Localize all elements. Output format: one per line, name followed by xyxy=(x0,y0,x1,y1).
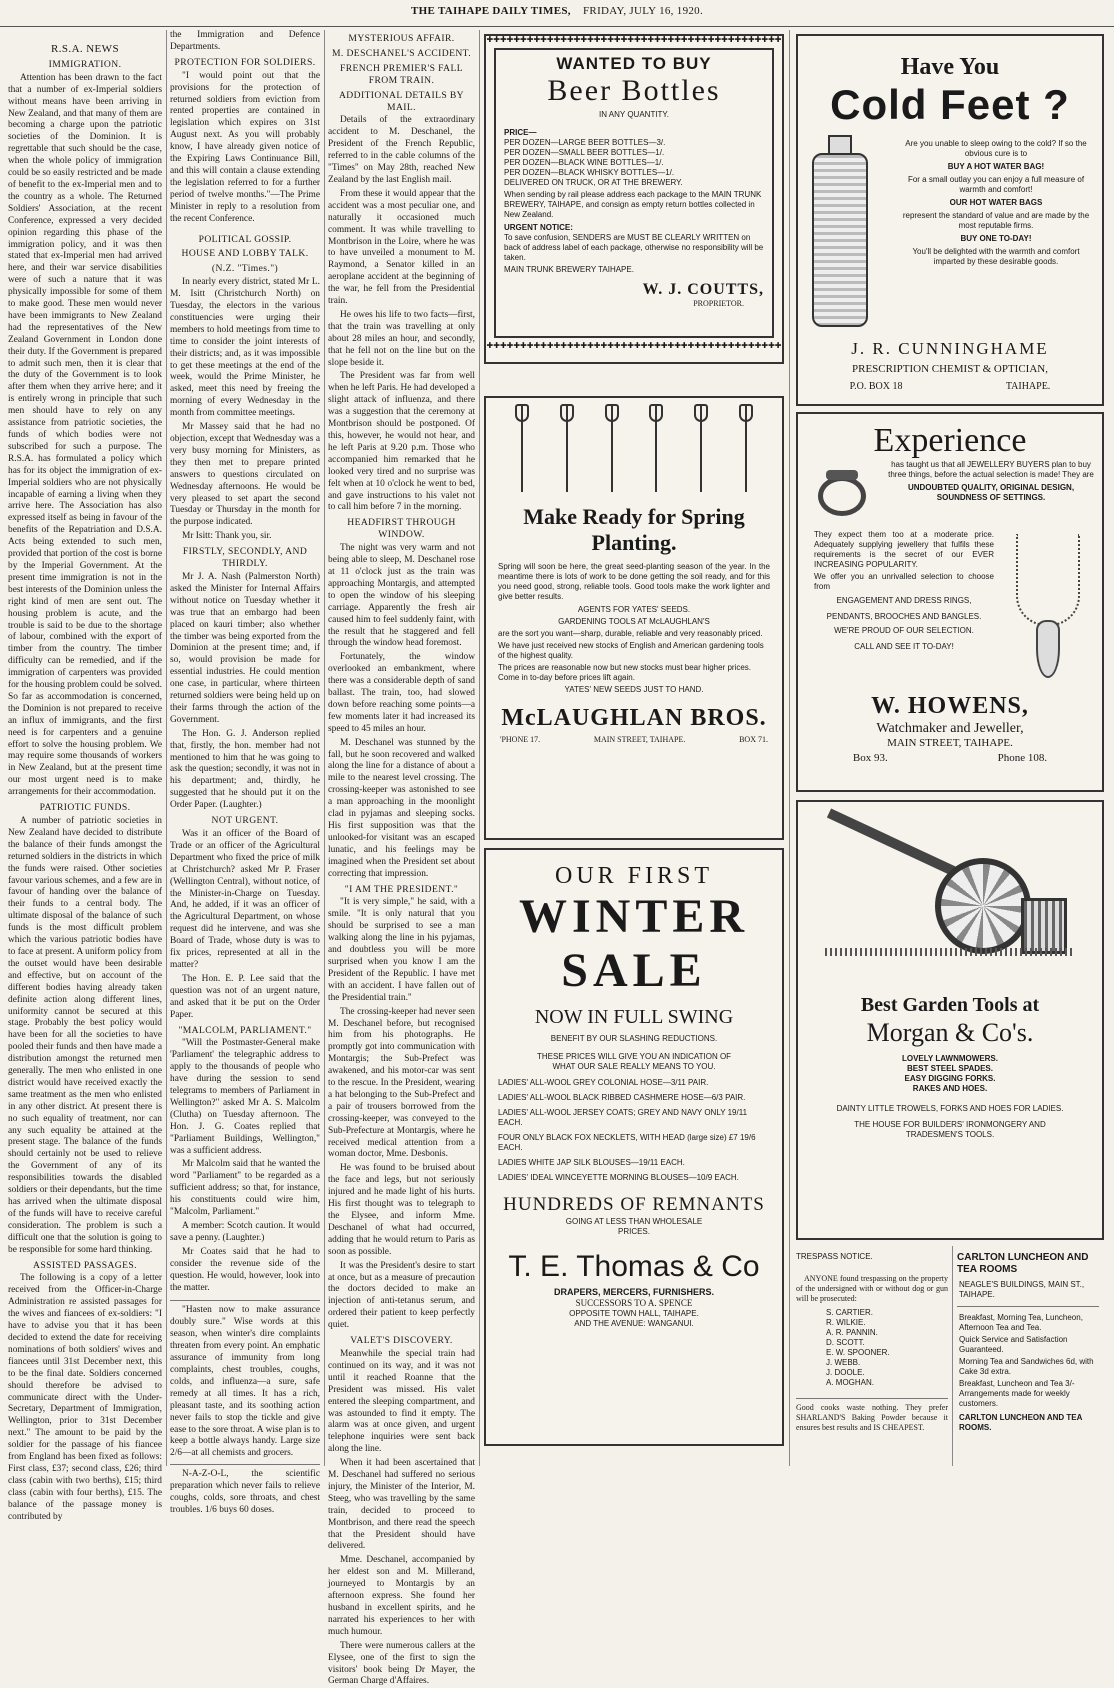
our-first-heading: OUR FIRST xyxy=(554,863,714,889)
lawnmower-illustration xyxy=(825,808,1075,958)
signatory: A. R. PANNIN. xyxy=(826,1328,878,1337)
signatory: J. DOOLE. xyxy=(826,1368,865,1377)
article-paragraph: Fortunately, the window overlooked an embankment, where there was a considerable depth of sand ballast. The train, too, had slowed down before reaching some points—a few moments later it had increased its speed to 45 miles an hour. xyxy=(328,652,475,734)
successors-line: SUCCESSORS TO A. SPENCE xyxy=(575,1298,693,1308)
carlton-address: NEAGLE'S BUILDINGS, MAIN ST., TAIHAPE. xyxy=(959,1280,1085,1299)
sale-item: LADIES' ALL-WOOL GREY COLONIAL HOSE—3/11 PAIR. xyxy=(498,1078,709,1087)
urgent-note: To save confusion, SENDERS are MUST BE CLEARLY WRITTEN on back of address label of each package, otherwise no responsibility will be taken. xyxy=(504,233,764,262)
box-number: BOX 71. xyxy=(739,735,768,744)
best-tools-heading: Best Garden Tools at xyxy=(860,994,1040,1016)
article-heading: PROTECTION FOR SOLDIERS. xyxy=(174,56,316,68)
signatory: D. SCOTT. xyxy=(826,1338,865,1347)
article-heading: HOUSE AND LOBBY TALK. xyxy=(181,248,309,260)
reductions-line: BENEFIT BY OUR SLASHING REDUCTIONS. xyxy=(550,1034,718,1043)
experience-jeweller-advert xyxy=(796,412,1104,792)
ring-illustration xyxy=(798,460,888,530)
chemist-town: TAIHAPE. xyxy=(1005,381,1051,392)
street-address: MAIN STREET, TAIHAPE. xyxy=(593,735,686,744)
carlton-heading: CARLTON LUNCHEON AND TEA ROOMS xyxy=(957,1252,1089,1275)
hot-water-bag-illustration xyxy=(798,135,898,335)
urgent-label: URGENT NOTICE: xyxy=(504,223,573,232)
price-label: PRICE— xyxy=(504,128,537,137)
question-text: Are you unable to sleep owing to the cold? If so the obvious cure is to xyxy=(905,139,1087,158)
builders-line: THE HOUSE FOR BUILDERS' IRONMONGERY AND TRADESMEN'S TOOLS. xyxy=(854,1120,1046,1139)
proprietor-name: W. J. COUTTS, xyxy=(642,281,764,298)
divider xyxy=(170,1464,320,1465)
spring-planting-advert xyxy=(484,396,784,840)
our-bags-line: OUR HOT WATER BAGS xyxy=(949,198,1043,207)
article-paragraph: Mr Coates said that he had to consider the revenue side of the question. He would, however, look into the matter. xyxy=(170,1246,320,1293)
article-paragraph: From these it would appear that the accident was a most peculiar one, and naturally it occasioned much comment. It was while travelling to Montbrison in the Loire, where he was to have unveiled a monument to M. Raymond, a Senator killed in an aeroplane accident at the beginning of the war, he fell from the Presidential train. xyxy=(328,188,475,307)
border-ornament: ✚✚✚✚✚✚✚✚✚✚✚✚✚✚✚✚✚✚✚✚✚✚✚✚✚✚✚✚✚✚✚✚✚✚✚✚✚✚✚✚✚✚✚✚ xyxy=(486,35,782,44)
remnants-text: GOING AT LESS THAN WHOLESALE PRICES. xyxy=(565,1217,703,1236)
winter-heading: WINTER xyxy=(518,890,750,943)
article-source: (N.Z. "Times.") xyxy=(211,263,279,275)
buy-today-line: BUY ONE TO-DAY! xyxy=(960,234,1032,243)
howens-box: Box 93. xyxy=(852,752,888,764)
article-paragraph: "I would point out that the provisions for the protection of returned soldiers from eviction from rented properties are contained in legislation which expires on 31st August next. As you will probably know, I have already given notice of the Expiring Laws Continuance Bill, and this will contain a clause extending the legislation referred to for a further period of twelve months."—The Prime Minister in reply to a resolution from the recent Conference. xyxy=(170,70,320,224)
carlton-meals: Breakfast, Morning Tea, Luncheon, Afternoon Tea and Tea. xyxy=(959,1313,1083,1332)
chemist-name: J. R. CUNNINGHAME xyxy=(851,339,1049,358)
agents-line: AGENTS FOR YATES' SEEDS. xyxy=(577,605,691,614)
article-paragraph: Meanwhile the special train had continued on its way, and it was not until it reached Roanne that the President was missed. His valet entered the sleeping compartment, and was astounded to find it empty. The alarm was at once given, and urgent telephone inquiries were sent back along the line. xyxy=(328,1348,475,1455)
article-paragraph: Attention has been drawn to the fact that a number of ex-Imperial soldiers without means have been arriving in New Zealand, and that many of them are becoming a charge upon the patriotic societies of the Dominion. It is regrettable that such should be the case, when the whole policy of immigration could be so easily restricted and be made of benefit to the ex-Imperial men and to the country as a whole. The Returned Soldiers' Association, at the recent Conference, expressed a very decided opinion regarding this phase of the immigration policy, and it was then stated that ex-Imperial men had arrived here, and their war service disabilities were of such a nature that it was physically impossible for some of them to make good. These men would never have been immigrants to New Zealand had the representatives of the New Zealand Government in London done their duty. If the Government is prepared to admit such men, then it is clear that the duty of the Government is to look after them when they arrive here; and it is entirely wrong in principle that such men should have to rely on any assistance from patriotic societies, the funds of which bodies were not subscribed for such a purpose. The R.S.A. has formulated a policy which has for its object the immigration of ex-Imperial soldiers who are not physically incapable of earning a living when they arrive here. The Association has also expressed itself as being in favour of the benefits of the Repatriation and D.S.A. Acts being extended to such men, provided that portion of the cost is borne by the Imperial Government. At the present time immigration is not in the best interests of the Dominion unless the right kind of men are sent out. The housing problem is acute, and the trouble is said to be due to the shortage of labour, combined with the export of timber from the country. The timber difficulty can be remedied, and if the immigration of carpenters was provided for the housing problem could be solved. So far as accommodation is concerned, the Dominion is not prepared to receive an influx of immigrants, and the first need is for carpenters and a genuine effort to solve the housing problem. We may require some thousands of workers in New Zealand, but at the present time our most urgent need is to make arrangements for their accommodation. xyxy=(8,72,162,798)
article-heading: ADDITIONAL DETAILS BY MAIL. xyxy=(338,89,465,113)
spring-heading: Make Ready for Spring xyxy=(523,504,745,529)
howens-phone: Phone 108. xyxy=(997,752,1048,764)
signatory: E. W. SPOONER. xyxy=(826,1348,890,1357)
experience-heading: Experience xyxy=(873,422,1027,459)
article-paragraph: A number of patriotic societies in New Zealand have decided to distribute the balance of their funds amongst the returned soldiers in the districts in which the funds were raised. Other societies favour various schemes, and a few are in favour of handing over the balance of their funds to a central body. The ultimate disposal of the balance of such funds is the most difficult problem which the various patriotic bodies have to face at present. A uniform policy from the outset would have been desirable and effective, but on account of the different bodies having already taken definite action along different lines, uniformity cannot be secured at this stage. Probably the best policy would have been for all the societies to have pooled their funds and then have made a distribution amongst the returned men generally. The men who enlisted in one district would have received exactly the same treatment as the men who enlisted in any other district. At present there is no such equality of treatment, nor can any such equality be attained at the present stage. The balance of the funds should certainly not be used to relieve the Government of any of its responsibilities towards the disabled soldiers or their dependants, but the time has arrived when the ultimate disposal of the funds will have to receive careful consideration. The problem is such a difficult one that the solution is going to be responsible for some hard thinking. xyxy=(8,816,162,1255)
article-paragraph: M. Deschanel was stunned by the fall, but he soon recovered and walked along the line for a distance of about a mile to the nearest level crossing. The crossing-keeper was astonished to see a man approaching in the moonlight clad in pyjamas and sleeping socks. His first supposition was that the unlooked-for visitant was an escaped lunatic, and his feelings may be imagined when the President set about correcting that impression. xyxy=(328,737,475,879)
spade-icon xyxy=(560,404,574,492)
price-line: PER DOZEN—SMALL BEER BOTTLES—1/. xyxy=(504,148,665,157)
selection-text: We offer you an unrivalled selection to choose from xyxy=(814,572,994,591)
column-rule xyxy=(324,30,325,1466)
carlton-footer: CARLTON LUNCHEON AND TEA ROOMS. xyxy=(959,1413,1083,1432)
expectation-text: They expect them too at a moderate price. Adequately supplying jewellery that fulfils these requirements is the secret of our EVER INCREASING POPULARITY. xyxy=(814,530,994,569)
article-paragraph: Mr Malcolm said that he wanted the word "Parliament" to be regarded as a sufficient address; so that, for instance, his constituents could wire him, "Malcolm, Parliament." xyxy=(170,1159,320,1218)
prices-indication: THESE PRICES WILL GIVE YOU AN INDICATION OF WHAT OUR SALE REALLY MEANS TO YOU. xyxy=(536,1052,732,1071)
opposite-line: OPPOSITE TOWN HALL, TAIHAPE. xyxy=(569,1309,699,1318)
prices-text: The prices are reasonable now but new stocks must bear higher prices. Come in to-day before prices lift again. xyxy=(498,663,752,682)
article-paragraph: He was found to be bruised about the face and legs, but not seriously injured and he made light of his hurts. His first thought was to telegraph to the Elysee, and inform Mme. Deschanel of what had occurred, adding that he would return to Paris as soon as possible. xyxy=(328,1163,475,1257)
article-heading: FRENCH PREMIER'S FALL FROM TRAIN. xyxy=(340,62,463,86)
article-paragraph: Was it an officer of the Board of Trade or an officer of the Agricultural Department who fixed the price of milk at Christchurch? asked Mr P. Fraser (Wellington Central), without notice, of the Minister-in-Charge on Tuesday. And, he added, if it was an officer of the Agricultural Department, on whose request did he intervene, and was she Board of Trade, whose duty is was to fix prices, represented at all in the matter? xyxy=(170,829,320,970)
carlton-tea-rooms-advert xyxy=(952,1246,1103,1466)
article-heading: NOT URGENT. xyxy=(211,815,279,827)
price-line: PER DOZEN—BLACK WINE BOTTLES—1/. xyxy=(504,158,664,167)
spades-line: BEST STEEL SPADES. xyxy=(907,1064,993,1073)
howens-role: Watchmaker and Jeweller, xyxy=(876,721,1024,736)
rakes-line: RAKES AND HOES. xyxy=(912,1084,988,1093)
article-paragraph: Mr Massey said that he had no objection, except that Wednesday was a very busy morning for Ministers, as they then met to prepare printed answers to questions circulated on Wednesday afternoons. He would be very pleased to set apart the second Tuesday or Thursday in the month for the purpose indicated. xyxy=(170,422,320,528)
morgan-heading: Morgan & Co's. xyxy=(866,1018,1034,1047)
signatory: S. CARTIER. xyxy=(826,1308,873,1317)
article-paragraph: He owes his life to two facts—first, that the train was travelling at only about 28 miles an hour, and secondly, that he fell not on the line but on the slope beside it. xyxy=(328,309,475,368)
column-rule xyxy=(789,30,790,1466)
howens-name: W. HOWENS, xyxy=(871,693,1029,719)
masthead xyxy=(0,0,1114,27)
article-paragraph: It was the President's desire to start at once, but as a measure of precaution the doctors decided to make an injection of anti-tetanus serum, and ordered their patient to keep perfectly quiet. xyxy=(328,1260,475,1331)
trespass-notice xyxy=(796,1246,948,1466)
rake-icon xyxy=(739,404,753,492)
spade-icon xyxy=(649,404,663,492)
article-paragraph: The following is a copy of a letter received from the Officer-in-Charge Administration re assisted passages for the wives and fiancees of ex-soldiers: "I have to advise you that it has been decided to extend the date for receiving nominations of both soldiers' wives and fiancees until 31st December next, this to be the final date. Soldiers concerned should therefore be advised to communicate direct with the Under-Secretary, Department of Immigration, Wellington, prior to 31st December next." The amount to be paid by the soldier for the passage of his fiancee from England has been fixed as follows: First class, £37; second class, £26; third class (cabin with two berths), £15; third class (cabin with four berths), £15. The balance of the passage money is contributed by xyxy=(8,1273,162,1522)
quantity-line: IN ANY QUANTITY. xyxy=(599,110,669,119)
article-paragraph: The President was far from well when he left Paris. He had developed a slight attack of influenza, and there was a suggestion that the ceremony at Montbrison should be postponed. Of this, however, he would not hear, and he left Paris at 9.20 p.m. Those who accompanied him remarked that he looked very tired and no surprise was felt when at 10 o'clock he went to bed, and gave instructions to his valet not to call him before 7 in the morning. xyxy=(328,371,475,513)
beer-bottles-heading: Beer Bottles xyxy=(547,74,721,107)
divider xyxy=(957,1306,1099,1307)
article-column-2 xyxy=(170,30,320,1515)
wanted-heading: WANTED TO BUY xyxy=(556,54,712,73)
rings-line: ENGAGEMENT AND DRESS RINGS, xyxy=(836,596,972,605)
quality-line: UNDOUBTED QUALITY, ORIGINAL DESIGN, SOUNDNESS OF SETTINGS. xyxy=(907,483,1075,502)
article-paragraph: "It is very simple," he said, with a smile. "It is only natural that you should be surprised to see a man walking along the line in his pyjamas, and doubtless you will be more surprised when you know I am the President of the Republic. I have met with an accident. I have fallen out of the Presidential train." xyxy=(328,897,475,1003)
delight-text: You'll be delighted with the warmth and comfort imparted by these desirable goods. xyxy=(912,247,1080,266)
phone-number: 'PHONE 17. xyxy=(500,735,541,744)
brewery-line: MAIN TRUNK BREWERY TAIHAPE. xyxy=(504,265,634,274)
article-paragraph: The crossing-keeper had never seen M. Deschanel before, but recognised him from his photographs. He promptly got into communication with Montargis; the Sub-Prefect was awakened, and his motor-car was sent to the rescue. In the President, wearing a hat belonging to the Sub-Prefect and a pair of trousers borrowed from the crossing-keeper, was conveyed to the Sub-Prefecture at Montargis, where he received medical attention from a woman doctor, Mme. Desbonis. xyxy=(328,1006,475,1160)
article-paragraph: There were numerous callers at the Elysee, one of the first to sign the visitors' book being Dr Mayer, the German Charge d'Affaires. xyxy=(328,1640,475,1687)
po-box: P.O. BOX 18 xyxy=(849,381,903,392)
hoe-icon xyxy=(694,404,708,492)
trespass-heading: TRESPASS NOTICE. xyxy=(796,1252,873,1261)
article-heading: FIRSTLY, SECONDLY, AND THIRDLY. xyxy=(182,546,308,570)
lawnmowers-line: LOVELY LAWNMOWERS. xyxy=(901,1054,998,1063)
tools-text: are the sort you want—sharp, durable, reliable and very reasonably priced. xyxy=(498,629,763,638)
yates-line: YATES' NEW SEEDS JUST TO HAND. xyxy=(564,685,704,694)
rail-note: When sending by rail please address each package to the MAIN TRUNK BREWERY, TAIHAPE, and consign as empty return bottles collected in New Zealand. xyxy=(504,190,762,219)
garden-tools-illustration xyxy=(486,398,782,492)
price-line: DELIVERED ON TRUCK, OR AT THE BREWERY. xyxy=(504,178,683,187)
thomas-firm-name: T. E. Thomas & Co xyxy=(508,1250,760,1283)
trespass-text: ANYONE found trespassing on the property of the undersigned with or without dog or gun will be prosecuted: xyxy=(796,1274,948,1303)
sale-item: LADIES' ALL-WOOL BLACK RIBBED CASHMERE HOSE—6/3 PAIR. xyxy=(498,1093,746,1102)
beer-advert-frame xyxy=(494,48,774,338)
pendants-line: PENDANTS, BROOCHES AND BANGLES. xyxy=(826,612,982,621)
article-paragraph: Mr J. A. Nash (Palmerston North) asked the Minister for Internal Affairs without notice on Tuesday whether it was true that an embargo had been placed on kauri timber; also whether the timber was being exported from the Dominion at the present time; and, if so, would provision be made for essential industries. He could mention one case, in particular, where thirteen returned soldiers were being held up on their farms through the action of the Government. xyxy=(170,571,320,725)
article-paragraph: The Hon. E. P. Lee said that the question was not of an urgent nature, and asked that it be put on the Order Paper. xyxy=(170,973,320,1020)
chemist-role: PRESCRIPTION CHEMIST & OPTICIAN, xyxy=(852,363,1048,375)
article-paragraph: The Hon. G. J. Anderson replied that, firstly, the hon. member had not mentioned to him that he was going to ask the question; secondly, it was not in his department; and, thirdly, he suggested that he should put it on the Order Paper. (Laughter.) xyxy=(170,728,320,811)
carlton-weekly: Breakfast, Luncheon and Tea 3/- Arrangements made for weekly customers. xyxy=(959,1379,1075,1408)
article-heading: M. DESCHANEL'S ACCIDENT. xyxy=(331,47,472,59)
article-heading: POLITICAL GOSSIP. xyxy=(198,233,292,245)
outlay-text: For a small outlay you can enjoy a full measure of warmth and comfort! xyxy=(907,175,1085,194)
article-paragraph: A member: Scotch caution. It would save a penny. (Laughter.) xyxy=(170,1221,320,1243)
fork-icon xyxy=(515,404,529,492)
standard-text: represent the standard of value and are made by the most reputable firms. xyxy=(902,211,1090,230)
nazol-advert: N-A-Z-O-L, the scientific preparation which never fails to relieve coughs, colds, sore throats, and chest troubles. 1/6 buys 60 doses. xyxy=(170,1469,320,1515)
article-heading: HEADFIRST THROUGH WINDOW. xyxy=(347,517,456,541)
trowels-line: DAINTY LITTLE TROWELS, FORKS AND HOES FOR LADIES. xyxy=(836,1104,1064,1113)
sale-item: LADIES WHITE JAP SILK BLOUSES—19/11 EACH. xyxy=(498,1158,685,1167)
howens-street: MAIN STREET, TAIHAPE. xyxy=(887,737,1013,749)
article-paragraph: In nearly every district, stated Mr L. M. Isitt (Christchurch North) on Tuesday, the electors in the various constituencies were urging their members to hold meetings from time to time to consider the joint interests of their districts; and, as it was impossible to get these meetings at the end of the week, would the Prime Minister, he asked, meet this need by freeing the morning of every Wednesday in the month from committee meetings. xyxy=(170,277,320,419)
signatory: J. WEBB. xyxy=(826,1358,861,1367)
sale-heading: SALE xyxy=(561,944,707,997)
sale-item: LADIES' IDEAL WINCEYETTE MORNING BLOUSES—10/9 EACH. xyxy=(498,1173,739,1182)
signatory: R. WILKIE. xyxy=(826,1318,866,1327)
full-swing-heading: NOW IN FULL SWING xyxy=(534,1006,734,1028)
beer-bottles-advert xyxy=(484,34,784,364)
article-paragraph: Details of the extraordinary accident to M. Deschanel, the President of the French Republic, referred to in the cable columns of the "Times" on May 28th, reached New Zealand by the last English mail. xyxy=(328,115,475,185)
signatory: A. MOGHAN. xyxy=(826,1378,875,1387)
article-paragraph: The night was very warm and not being able to sleep, M. Deschanel rose at 11 o'clock just as the train was approaching Montargis, and attempted to open the window of his sleeping carriage. Apparently the fresh air caused him to feel suddenly faint, with the result that he staggered and fell through the window head foremost. xyxy=(328,543,475,649)
article-paragraph: Mme. Deschanel, accompanied by her eldest son and M. Millerand, journeyed to Montargis by an afternoon express. She found her husband in excellent spirits, and he narrated his experiences to her with much humour. xyxy=(328,1555,475,1637)
article-column-1 xyxy=(8,30,162,1522)
column-rule xyxy=(166,30,167,1466)
border-ornament: ✚✚✚✚✚✚✚✚✚✚✚✚✚✚✚✚✚✚✚✚✚✚✚✚✚✚✚✚✚✚✚✚✚✚✚✚✚✚✚✚✚✚✚✚ xyxy=(486,341,782,350)
planting-heading: Planting. xyxy=(591,530,677,555)
article-paragraph: "Will the Postmaster-General make 'Parliament' the telegraphic address to apply to the thousands of people who have during the session to send telegrams to members of Parliament in Wellington?" asked Mr A. S. Malcolm (Clutha) on Tuesday afternoon. The Hon. J. G. Coates replied that "Parliament Buildings, Wellington," was a sufficient address. xyxy=(170,1038,320,1156)
issue-date: FRIDAY, JULY 16, 1920. xyxy=(583,5,704,17)
proprietor-title: PROPRIETOR. xyxy=(693,299,744,308)
article-heading: MYSTERIOUS AFFAIR. xyxy=(348,33,455,44)
article-column-3 xyxy=(328,30,475,1687)
proud-line: WE'RE PROUD OF OUR SELECTION. xyxy=(834,626,974,635)
article-heading: PATRIOTIC FUNDS. xyxy=(39,802,131,814)
article-heading: VALET'S DISCOVERY. xyxy=(350,1335,453,1347)
drapers-line: DRAPERS, MERCERS, FURNISHERS. xyxy=(553,1287,715,1297)
article-heading: "MALCOLM, PARLIAMENT." xyxy=(178,1024,312,1036)
section-heading: R.S.A. NEWS xyxy=(51,43,119,55)
carlton-service: Quick Service and Satisfaction Guaranteed. xyxy=(959,1335,1068,1354)
stocks-text: We have just received new stocks of English and American gardening tools of the highest quality. xyxy=(498,641,764,660)
spring-text: Spring will soon be here, the great seed-planting season of the year. In the meantime there is lots of work to be done getting the soil ready, and for this you need good, strong, reliable tools. Good tools make the work lighter and give better results. xyxy=(498,562,770,601)
divider xyxy=(170,1300,320,1301)
sale-item: LADIES' ALL-WOOL JERSEY COATS; GREY AND NAVY ONLY 19/11 EACH. xyxy=(498,1108,748,1127)
price-line: PER DOZEN—BLACK WHISKY BOTTLES—1/. xyxy=(504,168,675,177)
mclaughlan-heading: McLAUGHLAN BROS. xyxy=(501,705,767,731)
experience-intro: has taught us that all JEWELLERY BUYERS plan to buy three things, before the actual selection is made! They are xyxy=(888,460,1094,479)
avenue-line: AND THE AVENUE: WANGANUI. xyxy=(574,1319,694,1328)
buy-bag-line: BUY A HOT WATER BAG! xyxy=(947,162,1045,171)
forks-line: EASY DIGGING FORKS. xyxy=(904,1074,996,1083)
article-heading: ASSISTED PASSAGES. xyxy=(33,1259,137,1271)
article-paragraph: When it had been ascertained that M. Deschanel had suffered no serious injury, the Minister of the Interior, M. Steeg, who was travelling by the same train, decided to proceed to Montbrison, and there read the speech that the President should have delivered. xyxy=(328,1458,475,1552)
fork-icon xyxy=(605,404,619,492)
cold-feet-heading: Cold Feet ? xyxy=(830,81,1070,128)
price-line: PER DOZEN—LARGE BEER BOTTLES—3/. xyxy=(504,138,666,147)
have-you-heading: Have You xyxy=(900,54,1000,80)
paper-name: THE TAIHAPE DAILY TIMES, xyxy=(410,5,571,17)
sharland-advert: Good cooks waste nothing. They prefer SHARLAND'S Baking Powder because it ensures best results and IS CHEAPEST. xyxy=(796,1398,948,1433)
call-line: CALL AND SEE IT TO-DAY! xyxy=(854,642,954,651)
cold-feet-advert xyxy=(796,34,1104,406)
morgan-garden-tools-advert xyxy=(796,800,1104,1240)
article-paragraph: Mr Isitt: Thank you, sir. xyxy=(182,531,272,542)
remedy-advert: "Hasten now to make assurance doubly sure." Wise words at this season, when winter's dire complaints threaten from every point. An emphatic assurance of immunity from long complaints, chest troubles, coughs, colds, and influenza—a sure, safe remedy at all times. It has a rich, pleasant taste, and its soothing action never fails to stop the tickle and give ease to the sore throat. A wise plan is to keep a bottle always handy. Large size 2/6—at all chemists and grocers. xyxy=(170,1305,320,1459)
article-heading: "I AM THE PRESIDENT." xyxy=(344,883,459,895)
sale-item: FOUR ONLY BLACK FOX NECKLETS, WITH HEAD (large size) £7 19/6 EACH. xyxy=(498,1133,756,1152)
remnants-heading: HUNDREDS OF REMNANTS xyxy=(503,1194,765,1215)
column-rule xyxy=(479,30,480,1466)
winter-sale-advert xyxy=(484,848,784,1446)
article-heading: IMMIGRATION. xyxy=(48,58,122,70)
carlton-tea: Morning Tea and Sandwiches 6d, with Cake 3d extra. xyxy=(959,1357,1094,1376)
pendant-illustration xyxy=(994,530,1102,690)
gardening-tools-line: GARDENING TOOLS AT McLAUGHLAN'S xyxy=(558,617,710,626)
article-paragraph: the Immigration and Defence Departments. xyxy=(170,30,320,52)
